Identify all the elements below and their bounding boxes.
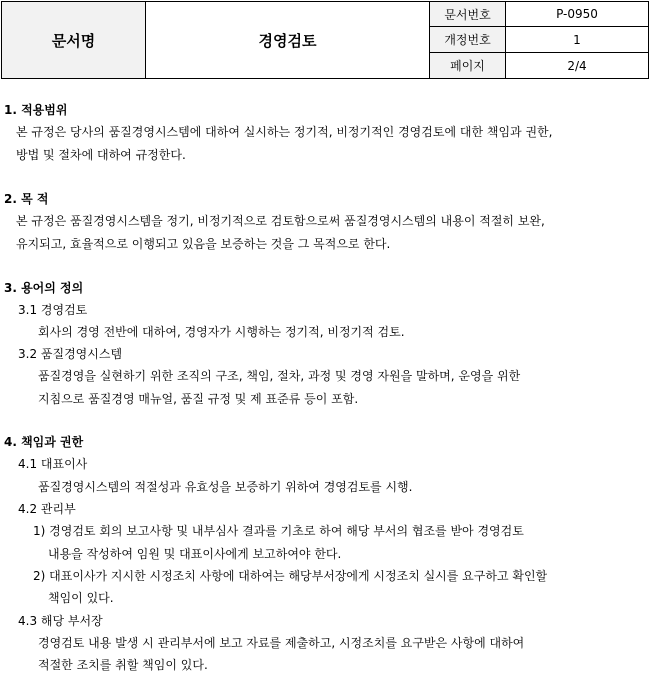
section-3-1-title: 3.1 경영검토 (18, 303, 88, 317)
revision-value: 1 (506, 27, 649, 53)
section-4-2-item-1-line-1: 1) 경영검토 회의 보고사항 및 내부심사 결과를 기초로 하여 해당 부서의 협조를 받아 경영검토 (33, 524, 524, 538)
section-4-2-title: 4.2 관리부 (18, 502, 76, 516)
section-2-line-1: 본 규정은 품질경영시스템을 정기, 비정기적으로 검토함으로써 품질경영시스템의 내용이 적절히 보완, (16, 214, 545, 228)
section-4-2-item-1-line-2: 내용을 작성하여 임원 및 대표이사에게 보고하여야 한다. (48, 547, 342, 561)
page-label: 페이지 (430, 53, 506, 79)
section-3-2-title: 3.2 품질경영시스템 (18, 347, 123, 361)
section-4-1-title: 4.1 대표이사 (18, 457, 88, 471)
page-value: 2/4 (506, 53, 649, 79)
section-2-line-2: 유지되고, 효율적으로 이행되고 있음을 보증하는 것을 그 목적으로 한다. (16, 237, 391, 251)
section-4-2-item-2-line-2: 책임이 있다. (48, 591, 114, 605)
document-header-table (1, 1, 649, 79)
section-3-2-line-1: 품질경영을 실현하기 위한 조직의 구조, 책임, 절차, 과정 및 경영 자원을 말하며, 운영을 위한 (38, 369, 521, 383)
section-3-1-line-1: 회사의 경영 전반에 대하여, 경영자가 시행하는 정기적, 비정기적 검토. (38, 325, 405, 339)
section-1-line-2: 방법 및 절차에 대하여 규정한다. (16, 148, 186, 162)
section-4-2-item-2-line-1: 2) 대표이사가 지시한 시정조치 사항에 대하여는 해당부서장에게 시정조치 실시를 요구하고 확인할 (33, 569, 548, 583)
doc-title: 경영검토 (146, 2, 430, 79)
section-4-3-line-2: 적절한 조치를 취할 책임이 있다. (38, 658, 208, 672)
section-4-3-line-1: 경영검토 내용 발생 시 관리부서에 보고 자료를 제출하고, 시정조치를 요구받은 사항에 대하여 (38, 636, 525, 650)
section-3-2-line-2: 지침으로 품질경영 매뉴얼, 품질 규정 및 제 표준류 등이 포함. (38, 392, 359, 406)
doc-number-label: 문서번호 (430, 2, 506, 27)
revision-label: 개정번호 (430, 27, 506, 53)
section-3-heading: 3. 용어의 정의 (4, 281, 84, 295)
section-2-heading: 2. 목 적 (4, 192, 49, 206)
section-4-heading: 4. 책임과 권한 (4, 435, 84, 449)
doc-name-label: 문서명 (2, 2, 146, 79)
section-1-line-1: 본 규정은 당사의 품질경영시스템에 대하여 실시하는 정기적, 비정기적인 경영검토에 대한 책임과 권한, (16, 125, 553, 139)
section-4-3-title: 4.3 해당 부서장 (18, 614, 103, 628)
doc-number-value: P-0950 (506, 2, 649, 27)
section-4-1-line-1: 품질경영시스템의 적절성과 유효성을 보증하기 위하여 경영검토를 시행. (38, 480, 413, 494)
section-1-heading: 1. 적용범위 (4, 103, 68, 117)
